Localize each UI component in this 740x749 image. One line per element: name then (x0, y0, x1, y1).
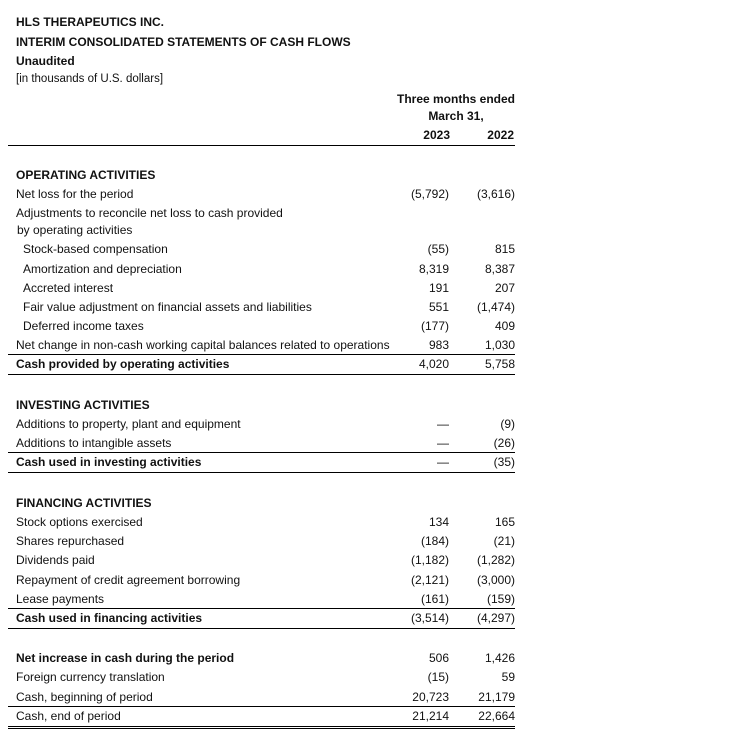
table-row (8, 317, 515, 336)
units-note: [in thousands of U.S. dollars] (16, 73, 164, 85)
row-label: Accreted interest (23, 281, 114, 295)
row-label: Deferred income taxes (23, 319, 144, 333)
value-2023: 8,319 (418, 262, 449, 276)
value-2022: 207 (494, 281, 515, 295)
value-2022: (21) (493, 534, 515, 548)
table-row (8, 221, 515, 240)
total-row (8, 354, 515, 375)
table-row (8, 590, 515, 609)
company-name: HLS THERAPEUTICS INC. (16, 15, 165, 29)
value-2023: (177) (420, 319, 449, 333)
table-row (8, 240, 515, 259)
year-2023-heading: 2023 (423, 128, 450, 142)
date-heading: March 31, (428, 109, 484, 123)
row-label: Additions to intangible assets (16, 436, 172, 450)
row-label: Amortization and depreciation (23, 262, 182, 276)
value-2022: (26) (493, 436, 515, 450)
value-2022: 1,030 (484, 338, 515, 352)
row-label: Dividends paid (16, 553, 95, 567)
year-2022-heading: 2022 (487, 128, 514, 142)
value-2023: 551 (428, 300, 449, 314)
investing-heading (8, 396, 515, 415)
total-row (8, 608, 515, 629)
audit-status: Unaudited (16, 54, 75, 68)
statement-title: INTERIM CONSOLIDATED STATEMENTS OF CASH FLOWS (16, 35, 351, 49)
row-label: Foreign currency translation (16, 670, 165, 684)
value-2023: (15) (427, 670, 449, 684)
table-row (8, 415, 515, 434)
operating-heading (8, 166, 515, 185)
row-label: Adjustments to reconcile net loss to cash provided (16, 206, 283, 220)
table-row (8, 298, 515, 317)
financing-heading (8, 494, 515, 513)
row-label: Net change in non-cash working capital balances related to operations (16, 338, 390, 352)
value-2023: (3,514) (410, 611, 449, 625)
value-2023: 983 (428, 338, 449, 352)
table-row (8, 532, 515, 551)
value-2022: (4,297) (476, 611, 515, 625)
value-2023: 134 (428, 515, 449, 529)
value-2022: 815 (494, 242, 515, 256)
value-2023: (161) (420, 592, 449, 606)
value-2022: 165 (494, 515, 515, 529)
row-label: Net increase in cash during the period (16, 651, 235, 665)
total-row (8, 452, 515, 473)
value-2023: 4,020 (418, 357, 449, 371)
row-label: by operating activities (17, 223, 133, 237)
header-rule (8, 145, 515, 146)
table-row (8, 551, 515, 570)
value-2023: (2,121) (410, 573, 449, 587)
row-label: Lease payments (16, 592, 105, 606)
table-row (8, 336, 515, 355)
value-2022: (9) (500, 417, 515, 431)
value-2023: 506 (428, 651, 449, 665)
value-2022: 59 (501, 670, 515, 684)
value-2022: (1,474) (476, 300, 515, 314)
section-heading: OPERATING ACTIVITIES (16, 168, 156, 182)
section-heading: INVESTING ACTIVITIES (16, 398, 150, 412)
row-label: Repayment of credit agreement borrowing (16, 573, 241, 587)
row-label: Cash, beginning of period (16, 690, 153, 704)
value-2023: (1,182) (410, 553, 449, 567)
value-2023: (5,792) (410, 187, 449, 201)
row-label: Shares repurchased (16, 534, 125, 548)
ending-cash-row (8, 706, 515, 729)
value-2023: (55) (427, 242, 449, 256)
row-label: Fair value adjustment on financial assets and liabilities (23, 300, 312, 314)
value-2023: 20,723 (412, 690, 449, 704)
value-2023: 21,214 (412, 709, 449, 723)
table-row (8, 434, 515, 453)
table-row (8, 279, 515, 298)
total-label: Cash provided by operating activities (16, 357, 230, 371)
table-row (8, 513, 515, 532)
table-row (8, 260, 515, 279)
value-2023: — (437, 455, 449, 469)
value-2023: (184) (420, 534, 449, 548)
table-row (8, 668, 515, 687)
value-2023: — (437, 417, 449, 431)
row-label: Additions to property, plant and equipment (16, 417, 241, 431)
net-increase-row (8, 649, 515, 668)
value-2022: 409 (494, 319, 515, 333)
value-2022: 8,387 (484, 262, 515, 276)
value-2022: (159) (486, 592, 515, 606)
value-2022: (3,616) (476, 187, 515, 201)
total-label: Cash used in financing activities (16, 611, 203, 625)
value-2023: — (437, 436, 449, 450)
value-2022: 22,664 (478, 709, 515, 723)
section-heading: FINANCING ACTIVITIES (16, 496, 152, 510)
value-2022: (3,000) (476, 573, 515, 587)
value-2022: (1,282) (476, 553, 515, 567)
value-2022: 5,758 (484, 357, 515, 371)
total-label: Cash used in investing activities (16, 455, 202, 469)
table-row (8, 185, 515, 204)
value-2022: 21,179 (478, 690, 515, 704)
row-label: Stock options exercised (16, 515, 143, 529)
value-2023: 191 (428, 281, 449, 295)
value-2022: (35) (493, 455, 515, 469)
period-heading: Three months ended (396, 92, 515, 106)
row-label: Net loss for the period (16, 187, 134, 201)
row-label: Cash, end of period (16, 709, 121, 723)
row-label: Stock-based compensation (23, 242, 168, 256)
value-2022: 1,426 (484, 651, 515, 665)
table-row (8, 688, 515, 707)
table-row (8, 571, 515, 590)
